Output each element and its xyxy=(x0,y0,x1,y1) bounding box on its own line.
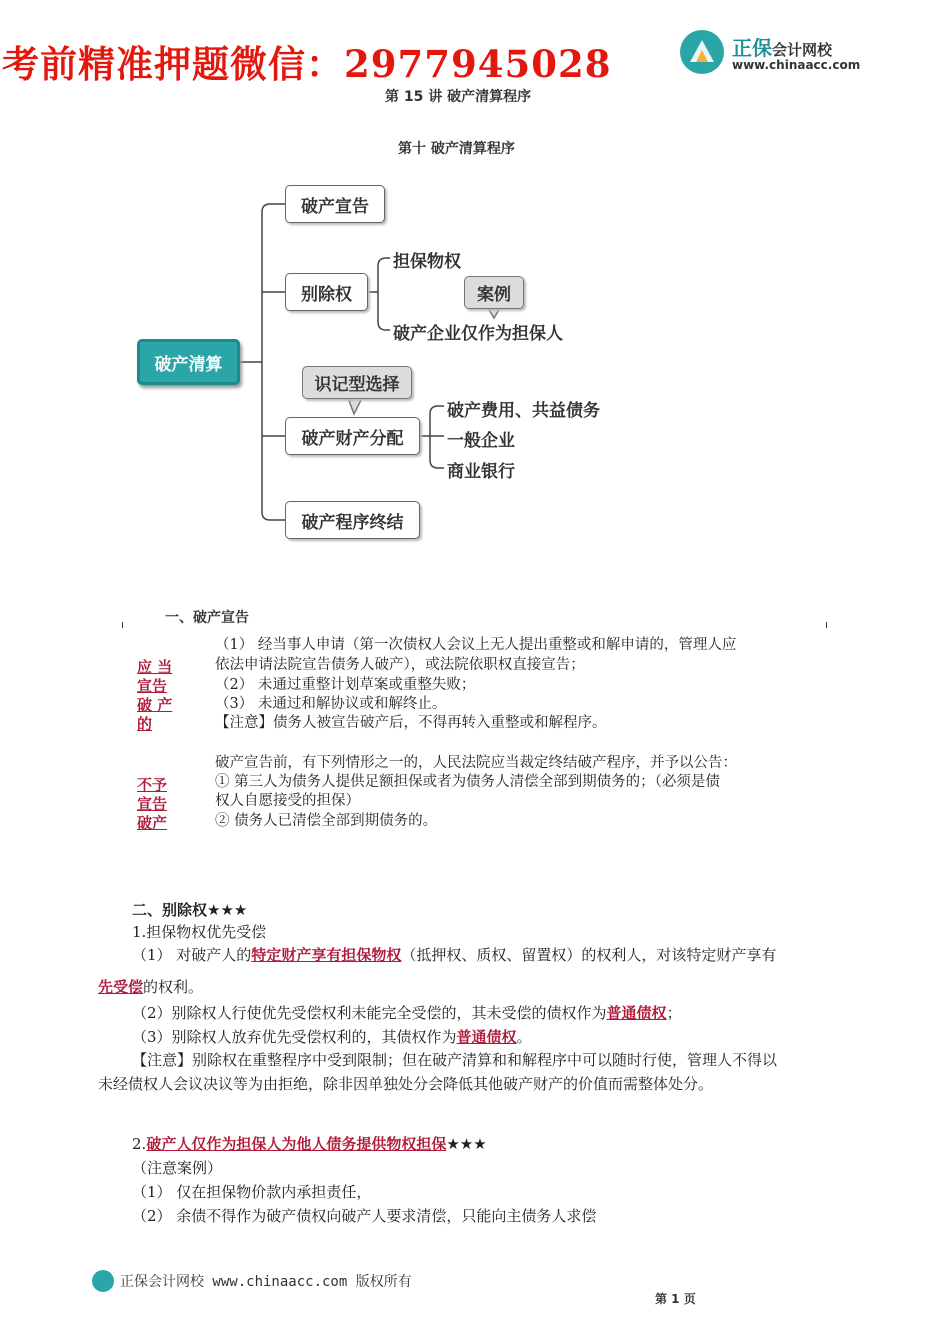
page-number: 第 1 页 xyxy=(655,1292,696,1306)
footer-logo-icon xyxy=(92,1270,114,1292)
section-heading-separate-right: 二、别除权★★★ xyxy=(132,901,248,919)
section-title: 第十 破产清算程序 xyxy=(398,141,515,157)
logo-brand: 正保会计网校 xyxy=(732,36,833,60)
table-left-border xyxy=(122,622,123,628)
mindmap-leaf-general-enterprise: 一般企业 xyxy=(447,431,515,451)
row-not-declare-line-4: ② 债务人已清偿全部到期债务的。 xyxy=(215,813,438,829)
row-declare-line-1: （1） 经当事人申请（第一次债权人会议上无人提出重整或和解申请的，管理人应 xyxy=(215,637,737,653)
subheading-priority: 1.担保物权优先受偿 xyxy=(132,923,267,941)
mindmap-node-declaration: 破产宣告 xyxy=(285,185,385,223)
row-label-not-declare: 不予 宣告 破产 xyxy=(137,776,168,832)
table-title: 一、破产宣告 xyxy=(165,610,249,626)
callout-memorize: 识记型选择 xyxy=(302,366,412,399)
row-not-declare-line-3: 权人自愿接受的担保） xyxy=(215,793,360,809)
case-item-1: （1） 仅在担保物价款内承担责任， xyxy=(132,1183,372,1201)
case-item-2-cut: （2） 余债不得作为破产债权向破产人要求清偿，只能向主债务人求偿 xyxy=(132,1207,597,1225)
callout-case: 案例 xyxy=(464,276,524,309)
row-label-declare: 应 当 宣告 破 产 的 xyxy=(137,658,173,733)
footer xyxy=(92,1270,412,1292)
mindmap-leaf-commercial-bank: 商业银行 xyxy=(447,462,515,482)
mindmap-node-distribution: 破产财产分配 xyxy=(285,417,420,455)
paragraph-2: （2）别除权人行使优先受偿权利未能完全受偿的，其未受偿的债权作为普通债权； xyxy=(132,1004,682,1022)
note-line-1: 【注意】别除权在重整程序中受到限制；但在破产清算和和解程序中可以随时行使，管理人不得以 xyxy=(132,1051,778,1069)
mindmap-root: 破产清算 xyxy=(137,339,240,385)
row-declare-line-4: （3） 未通过和解协议或和解终止。 xyxy=(215,696,447,712)
subheading-guarantor: 2.破产人仅作为担保人为他人债务提供物权担保★★★ xyxy=(132,1135,487,1153)
row-declare-line-2: 依法申请法院宣告债务人破产），或法院依职权直接宣告； xyxy=(215,657,585,673)
lecture-title: 第 15 讲 破产清算程序 xyxy=(385,89,532,105)
mindmap-leaf-security-interest: 担保物权 xyxy=(393,252,461,272)
row-declare-line-5: 【注意】债务人被宣告破产后，不得再转入重整或和解程序。 xyxy=(215,715,607,731)
row-not-declare-line-2: ① 第三人为债务人提供足额担保或者为债务人清偿全部到期债务的；（必须是债 xyxy=(215,774,720,790)
paragraph-1-end: 先受偿的权利。 xyxy=(98,978,204,996)
paragraph-1-cut: （1） 对破产人的特定财产享有担保物权（抵押权、质权、留置权）的权利人，对该特定财产享有 xyxy=(132,946,777,964)
row-declare-line-3: （2） 未通过重整计划草案或重整失败； xyxy=(215,677,476,693)
case-label: （注意案例） xyxy=(132,1159,223,1177)
mindmap-node-termination: 破产程序终结 xyxy=(285,501,420,539)
mindmap-leaf-expenses: 破产费用、共益债务 xyxy=(447,401,600,421)
note-line-2: 未经债权人会议决议等为由拒绝，除非因单独处分会降低其他破产财产的价值而需整体处分。 xyxy=(98,1075,714,1093)
footer-text: 正保会计网校 www.chinaacc.com 版权所有 xyxy=(120,1274,412,1290)
mindmap-node-separate-right: 别除权 xyxy=(285,273,368,311)
table-right-border xyxy=(826,622,827,628)
row-not-declare-line-1: 破产宣告前，有下列情形之一的，人民法院应当裁定终结破产程序，并予以公告： xyxy=(215,755,737,771)
mindmap-leaf-guarantor-only: 破产企业仅作为担保人 xyxy=(393,324,563,344)
paragraph-3: （3）别除权人放弃优先受偿权利的，其债权作为普通债权。 xyxy=(132,1028,532,1046)
logo-url: www.chinaacc.com xyxy=(732,58,861,72)
promo-banner: 考前精准押题微信：2977945028 xyxy=(2,42,612,86)
